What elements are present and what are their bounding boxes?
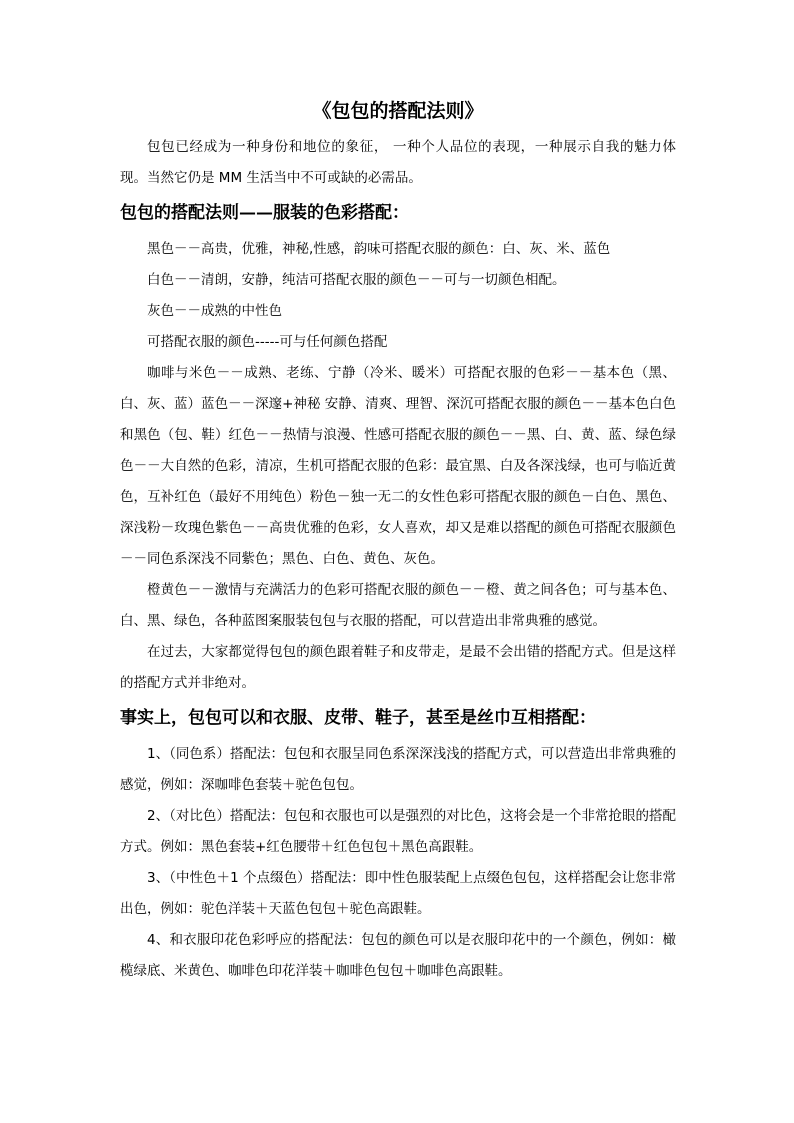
color-paragraph-orange: 橙黄色－－激情与充满活力的色彩可搭配衣服的颜色－－橙、黄之间各色；可与基本色、白、黑、绿色，各种蓝图案服装包包与衣服的搭配，可以营造出非常典雅的感觉。 [120, 582, 676, 629]
past-paragraph: 在过去，大家都觉得包包的颜色跟着鞋子和皮带走，是最不会出错的搭配方式。但是这样的搭配方式并非绝对。 [120, 644, 676, 691]
method-item-3: 3、（中性色＋1 个点缀色）搭配法：即中性色服装配上点缀色包包，这样搭配会让您非常出色，例如：驼色洋装＋天蓝色包包＋驼色高跟鞋。 [120, 870, 676, 917]
document-page [120, 96, 676, 987]
method-item-1: 1、（同色系）搭配法：包包和衣服呈同色系深深浅浅的搭配方式，可以营造出非常典雅的感觉，例如：深咖啡色套装＋驼色包包。 [120, 746, 676, 793]
color-line-gray-match: 可搭配衣服的颜色-----可与任何颜色搭配 [147, 334, 388, 350]
color-line-white: 白色－－清朗，安静，纯洁可搭配衣服的颜色－－可与一切颜色相配。 [147, 272, 566, 288]
method-item-4: 4、和衣服印花色彩呼应的搭配法：包包的颜色可以是衣服印花中的一个颜色，例如：橄榄绿底、米黄色、咖啡色印花洋装＋咖啡色包包＋咖啡色高跟鞋。 [120, 932, 676, 979]
color-paragraph-main: 咖啡与米色－－成熟、老练、宁静（冷米、暖米）可搭配衣服的色彩－－基本色（黑、白、灰、蓝）蓝色－－深邃+神秘 安静、清爽、理智、深沉可搭配衣服的颜色－－基本色白色和黑色（包、鞋）红色－－热情与浪漫、性感可搭配衣服的颜色－－黑、白、黄、蓝、绿色绿色－－大自然的色彩，清凉，生机可搭配衣服的色彩：最宜黑、白及各深浅绿，也可与临近黄色，互补红色（最好不用纯色）粉色－独一无二的女性色彩可搭配衣服的颜色－白色、黑色、深浅粉－玫瑰色紫色－－高贵优雅的色彩，女人喜欢，却又是难以搭配的颜色可搭配衣服颜色－－同色系深浅不同紫色；黑色、白色、黄色、灰色。 [120, 365, 676, 567]
color-line-gray: 灰色－－成熟的中性色 [147, 303, 282, 319]
color-line-black: 黑色－－高贵，优雅，神秘,性感，韵味可搭配衣服的颜色：白、灰、米、蓝色 [147, 241, 611, 257]
method-item-2: 2、（对比色）搭配法：包包和衣服也可以是强烈的对比色，这将会是一个非常抢眼的搭配方式。例如：黑色套装+红色腰带＋红色包包＋黑色高跟鞋。 [120, 808, 676, 855]
section-heading-color-matching: 包包的搭配法则——服装的色彩搭配： [120, 203, 409, 223]
section-heading-mix-match: 事实上，包包可以和衣服、皮带、鞋子，甚至是丝巾互相搭配： [120, 708, 596, 728]
document-title: 《包包的搭配法则》 [312, 100, 484, 122]
intro-paragraph: 包包已经成为一种身份和地位的象征， 一种个人品位的表现，一种展示自我的魅力体现。当然它仍是 MM 生活当中不可或缺的必需品。 [120, 139, 676, 186]
